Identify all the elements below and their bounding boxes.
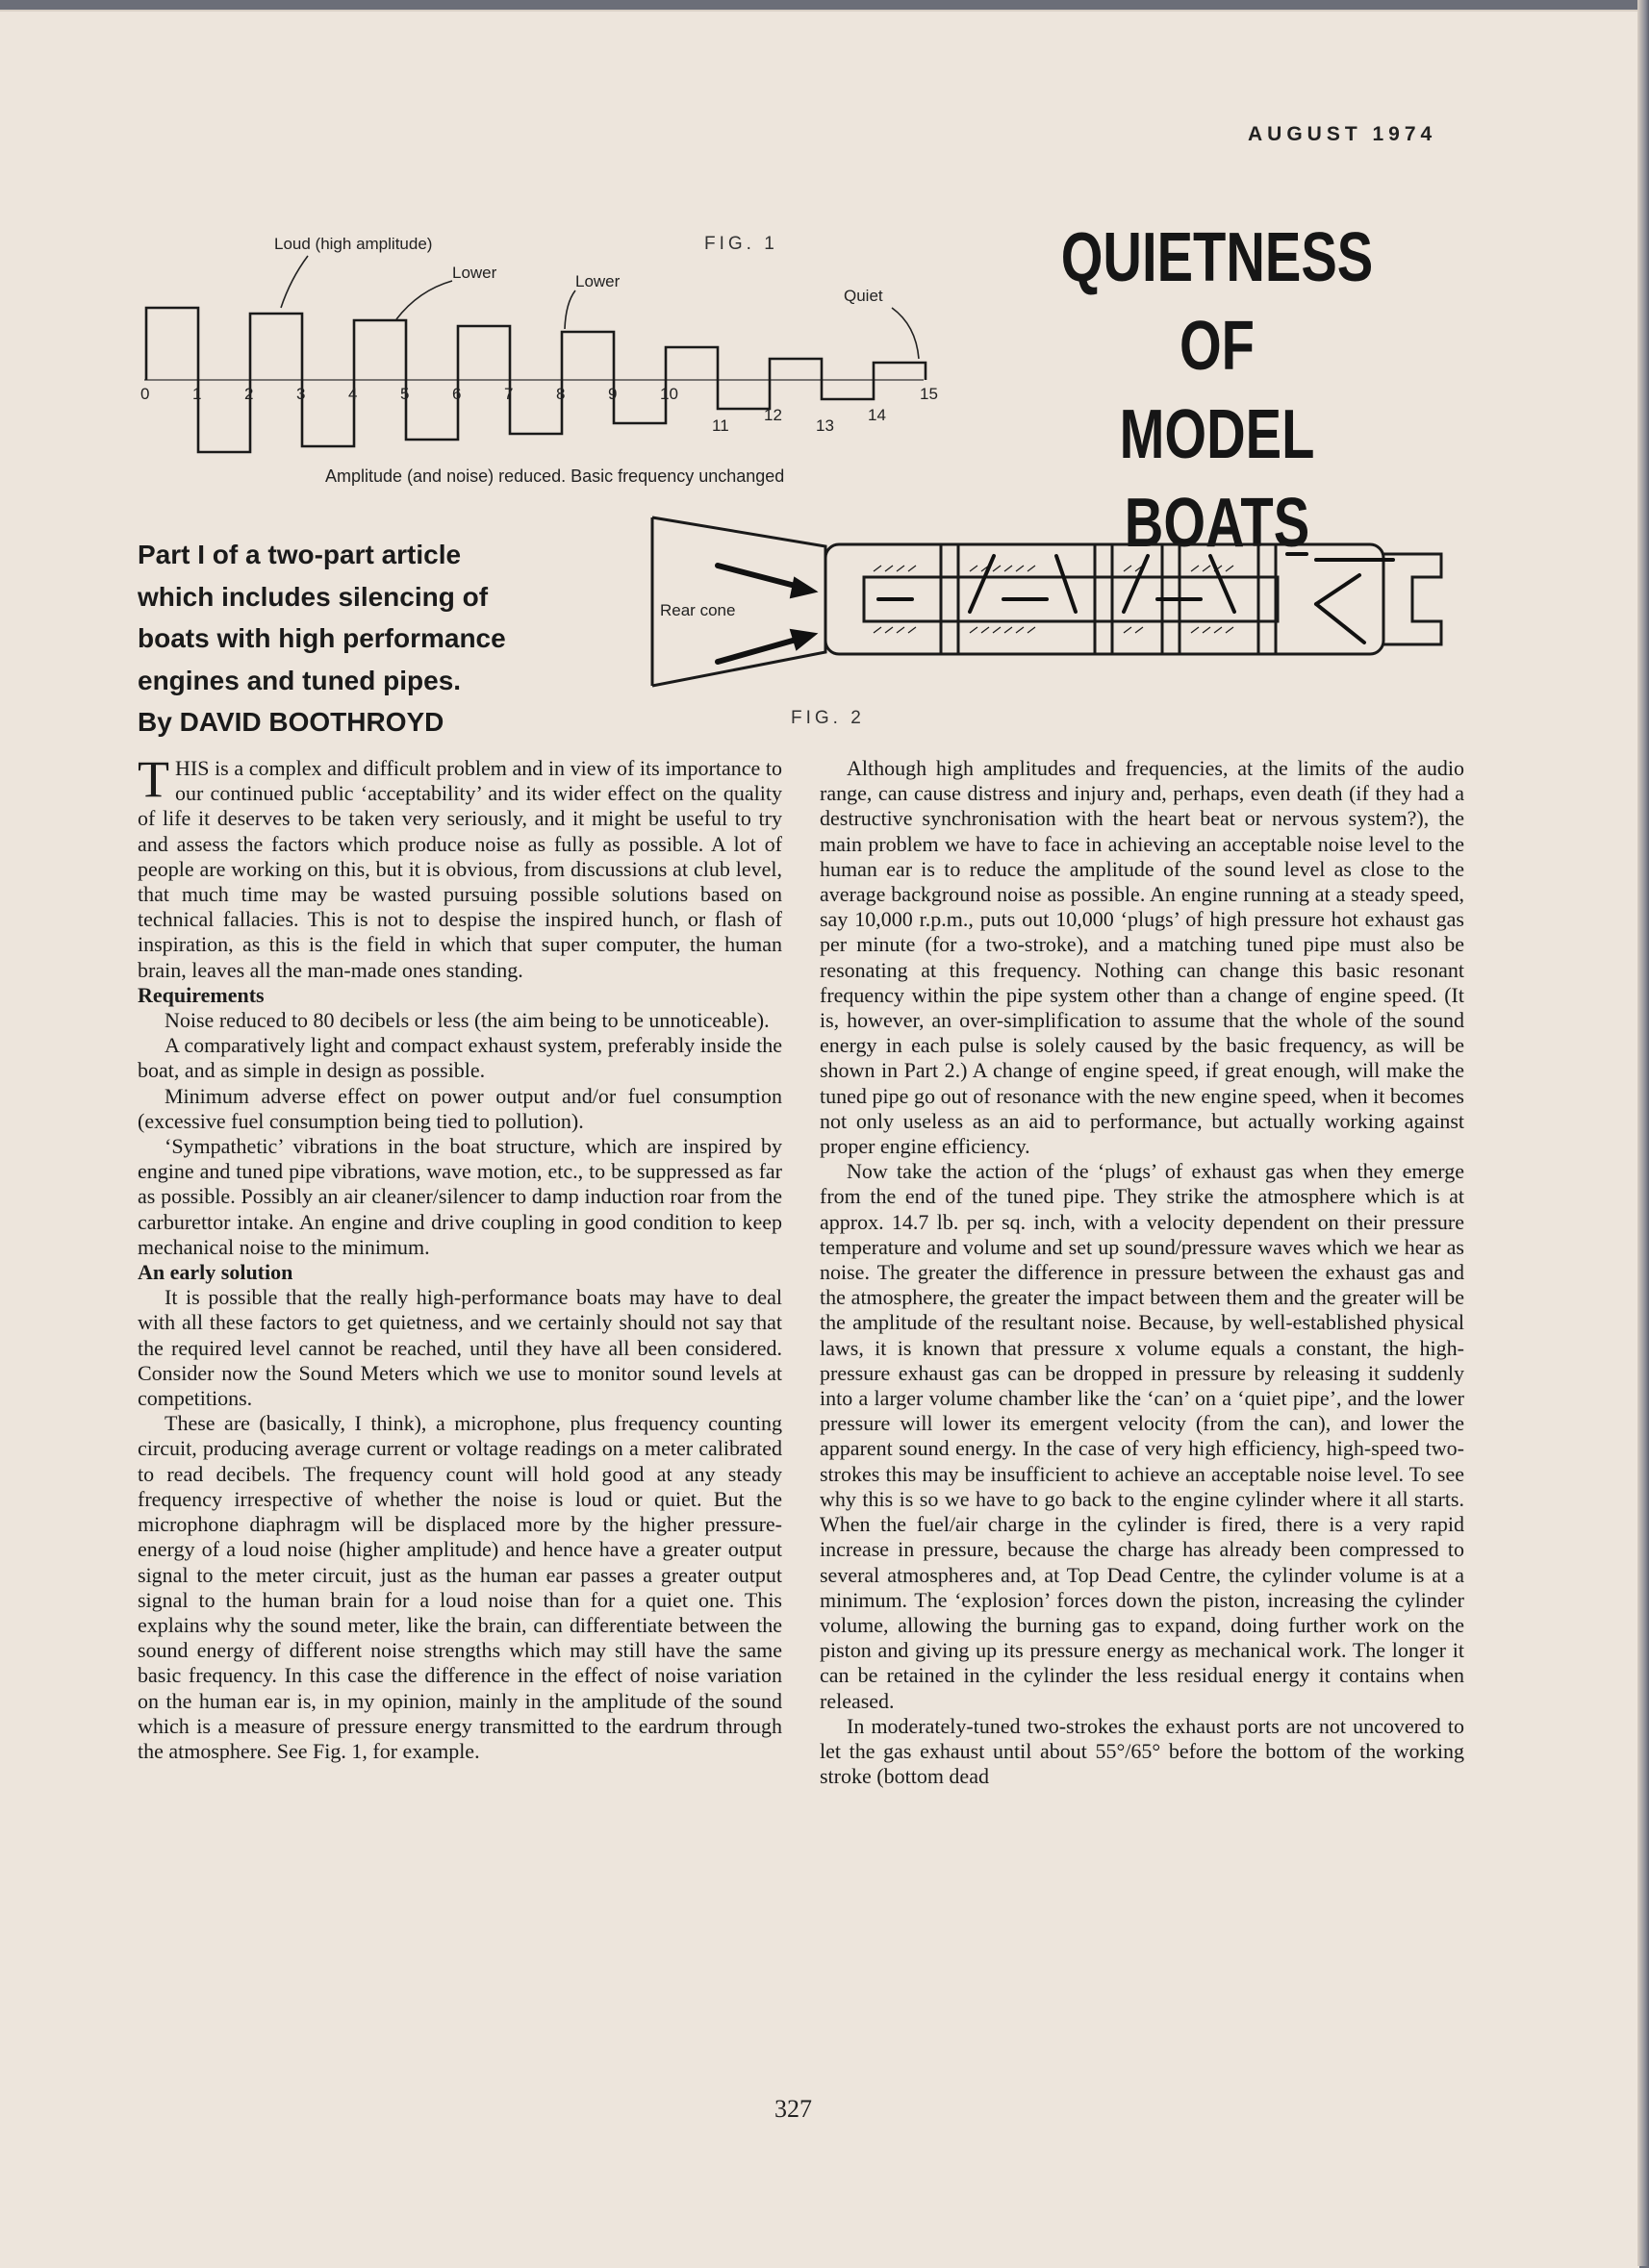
figure-2-silencer-diagram	[633, 508, 1459, 700]
flow-arrow	[1056, 556, 1076, 612]
paragraph: ‘Sympathetic’ vibrations in the boat structure, which are inspired by engine and tuned pipe vibrations, wave motion, etc., to be suppressed as far as possible. Possibly an air cleaner/silencer to damp induction roar from the carburettor intake. An engine and drive coupling in good condition to keep mechanical noise to the minimum.	[138, 1134, 782, 1259]
tick-label: 3	[296, 385, 306, 403]
section-heading: Requirements	[138, 982, 265, 1007]
tick-label: 7	[504, 385, 514, 403]
tick-label: 14	[868, 406, 886, 424]
paragraph: THIS is a complex and difficult problem and in view of its importance to our continued public ‘acceptability’ and its wider effect on the quality of life it deserves to be taken very seriously, and it might be useful to try and assess the factors which produce noise as fully as possible. A lot of people are working on this, but it is obvious, from discussions at club level, that much time may be wasted pursuing possible solutions based on technical fallacies. This is not to despise the inspired hunch, or flash of inspiration, as this is the field in which that super computer, the human brain, leaves all the man-made ones standing.	[138, 750, 782, 982]
tick-label: 11	[712, 416, 729, 435]
standfirst-line: engines and tuned pipes.	[138, 665, 462, 695]
tick-label: 4	[348, 385, 358, 403]
outlet-tube	[1383, 554, 1441, 644]
tick-label: 2	[244, 385, 254, 403]
paragraph: Now take the action of the ‘plugs’ of exhaust gas when they emerge from the end of the tuned pipe. They strike the atmosphere which is at approx. 14.7 lb. per sq. inch, with a velocity dependent on their pressure temperature and volume and set up sound/pressure waves which we hear as noise. The greater the difference in pressure between the exhaust gas and the atmosphere, the greater the impact between them and the greater will be the amplitude of the resultant noise. Because, by well-established physical laws, it is known that pressure x volume equals a constant, the high-pressure exhaust gas can be dropped in pressure by releasing it suddenly into a larger volume chamber like the ‘can’ on a ‘quiet pipe’, and the lower pressure will lower its emergent velocity (from the can), and lower the apparent sound energy. In the case of very high efficiency, high-speed two-strokes this may be insufficient to achieve an acceptable noise level. To see why this is so we have to go back to the engine cylinder where it all starts. When the fuel/air charge in the cylinder is fired, there is a very rapid increase in pressure, because the charge has already been compressed to several atmospheres and, at Top Dead Centre, the cylinder volume is at a minimum. The ‘explosion’ forces down the piston, increasing the cylinder volume, allowing the burning gas to expand, doing further work on the piston and giving up its pressure energy as mechanical work. The longer it can be retained in the cylinder the less residual energy it contains when released.	[820, 1159, 1464, 1713]
standfirst-line: Part I of a two-part article	[138, 540, 462, 569]
pointer-loud	[281, 256, 308, 308]
issue-date: AUGUST 1974	[1248, 123, 1437, 145]
pointer-quiet	[892, 308, 919, 359]
figure-1-waveform	[135, 231, 938, 500]
standfirst	[138, 534, 580, 743]
paragraph: Noise reduced to 80 decibels or less (the aim being to be unnoticeable).	[165, 1008, 770, 1033]
tick-label: 9	[608, 385, 618, 403]
tick-label: 15	[920, 385, 938, 403]
flow-arrowhead	[791, 578, 816, 597]
title-line-1: QUIETNESS	[1060, 219, 1374, 296]
standfirst-line: boats with high performance	[138, 623, 506, 653]
paragraph: A comparatively light and compact exhaust system, preferably inside the boat, and as simple in design as possible.	[138, 1033, 782, 1083]
rear-cone-label: Rear cone	[660, 601, 736, 619]
tick-label: 6	[452, 385, 462, 403]
title-line-3: MODEL BOATS	[1119, 396, 1315, 562]
tick-label: 13	[816, 416, 834, 435]
right-column	[820, 756, 1464, 1789]
paragraph: These are (basically, I think), a microphone, plus frequency counting circuit, producing average current or voltage readings on a meter calibrated to read decibels. The frequency count will hold good at any steady frequency irrespective of whether the noise is loud or quiet. But the microphone diaphragm will be displaced more by the higher pressure-energy of a loud noise (higher amplitude) and hence have a greater output signal to the meter circuit, just as the human ear passes a greater output signal to the human brain for a loud noise than for a quiet one. This explains why the sound meter, like the brain, can differentiate between the sound energy of different noise strengths which may still have the same basic frequency. In this case the difference in the effect of noise variation on the human ear is, in my opinion, mainly in the amplitude of the sound which is a measure of pressure energy transmitted to the eardrum through the atmosphere. See Fig. 1, for example.	[138, 1411, 782, 1763]
paragraph: It is possible that the really high-performance boats may have to deal with all these factors to get quietness, and we certainly should not say that the required level cannot be reached, until they have all been considered. Consider now the Sound Meters which we use to monitor sound levels at competitions.	[138, 1285, 782, 1411]
flow-arrow	[970, 556, 994, 612]
title-line-2: OF	[1180, 308, 1255, 385]
byline: By DAVID BOOTHROYD	[138, 707, 444, 737]
flow-arrow	[1210, 556, 1234, 612]
figure-1-label: FIG. 1	[704, 234, 778, 254]
standfirst-line: which includes silencing of	[138, 581, 489, 612]
left-column	[138, 750, 782, 1764]
flow-arrow	[1316, 604, 1364, 643]
paragraph: In moderately-tuned two-strokes the exhaust ports are not uncovered to let the gas exhaust until about 55°/65° before the bottom of the working stroke (bottom dead	[820, 1713, 1464, 1789]
pointer-lower-1	[396, 281, 452, 319]
annotation-loud: Loud (high amplitude)	[274, 235, 433, 253]
tick-label: 5	[400, 385, 410, 403]
tick-label: 12	[764, 406, 782, 424]
flow-arrow	[1316, 575, 1359, 604]
tick-label: 8	[556, 385, 566, 403]
page-number: 327	[774, 2095, 812, 2123]
figure-1-caption: Amplitude (and noise) reduced. Basic frequency unchanged	[325, 466, 785, 486]
annotation-lower-2: Lower	[575, 272, 621, 290]
drop-cap: T	[138, 750, 169, 808]
tick-label: 0	[140, 385, 150, 403]
flow-arrowhead	[791, 630, 816, 649]
figure-2-label: FIG. 2	[791, 708, 865, 728]
page-edge	[1637, 0, 1649, 2266]
annotation-lower-1: Lower	[452, 264, 497, 282]
pointer-lower-2	[565, 290, 575, 329]
annotation-quiet: Quiet	[844, 287, 883, 305]
paragraph: Although high amplitudes and frequencies, at the limits of the audio range, can cause distress and injury and, perhaps, even death (if they had a destructive synchronisation with the heart beat or nervous system?), the main problem we have to face in achieving an acceptable noise level to the human ear is to reduce the amplitude of the sound level as close to the average background noise as possible. An engine running at a steady speed, say 10,000 r.p.m., puts out 10,000 ‘plugs’ of high pressure hot exhaust gas per minute (for a two-stroke), and a matching tuned pipe must also be resonating at this frequency. Nothing can change this basic resonant frequency within the pipe system other than a change of engine speed. (It is, however, an over-simplification to assume that the whole of the sound energy in each pulse is solely caused by the basic frequency, as will be shown in Part 2.) A change of engine speed, if great enough, will make the tuned pipe go out of resonance with the new engine speed, when it becomes not only useless as an aid to performance, but actually working against proper engine efficiency.	[820, 756, 1464, 1159]
section-heading: An early solution	[138, 1260, 293, 1285]
tick-label: 10	[660, 385, 678, 403]
flow-arrow	[1124, 556, 1148, 612]
paragraph: Minimum adverse effect on power output and/or fuel consumption (excessive fuel consumption being tied to pollution).	[138, 1083, 782, 1133]
tick-label: 1	[192, 385, 202, 403]
